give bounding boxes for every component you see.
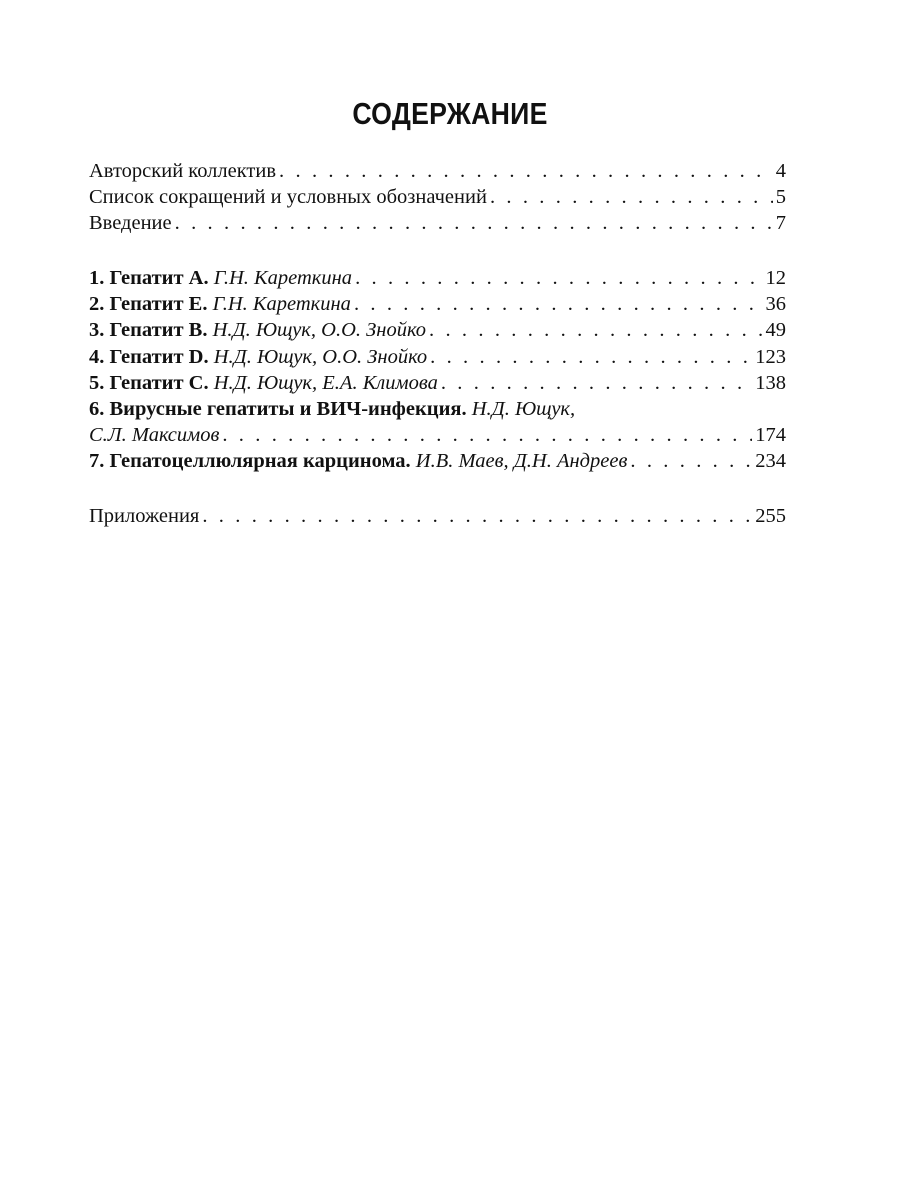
chapter-title: 2. Гепатит Е. bbox=[89, 293, 208, 316]
dot-leader bbox=[429, 317, 762, 343]
toc-page-number: 234 bbox=[755, 450, 786, 473]
toc-chapter-6[interactable] bbox=[89, 396, 786, 422]
toc-page-number: 255 bbox=[755, 505, 786, 527]
page-title: СОДЕРЖАНИЕ bbox=[352, 96, 548, 131]
chapter-title: 6. Вирусные гепатиты и ВИЧ-инфекция. bbox=[89, 397, 467, 420]
dot-leader bbox=[490, 184, 773, 210]
toc-page-number: 5 bbox=[775, 186, 786, 209]
toc-chapter-1[interactable] bbox=[89, 265, 786, 291]
toc-chapter-4[interactable] bbox=[89, 344, 786, 370]
toc-chapter-3[interactable] bbox=[89, 317, 786, 343]
toc-entry-text: Приложения bbox=[89, 505, 200, 527]
toc-front-matter bbox=[89, 158, 786, 237]
chapter-authors: Н.Д. Ющук, О.О. Знойко bbox=[212, 319, 427, 342]
dot-leader bbox=[355, 265, 762, 291]
toc-entry-abbreviations[interactable] bbox=[89, 184, 786, 210]
toc-page-number: 174 bbox=[755, 424, 786, 447]
dot-leader bbox=[441, 370, 752, 396]
dot-leader bbox=[354, 291, 763, 317]
chapter-title: 3. Гепатит В. bbox=[89, 319, 208, 342]
chapter-title: 7. Гепатоцеллюлярная карцинома. bbox=[89, 450, 411, 473]
chapter-title: 4. Гепатит D. bbox=[89, 345, 209, 368]
toc-chapter-2[interactable] bbox=[89, 291, 786, 317]
toc-back-matter bbox=[89, 503, 786, 529]
chapter-authors: Г.Н. Кареткина bbox=[212, 293, 351, 316]
chapter-authors: Н.Д. Ющук, О.О. Знойко bbox=[213, 345, 428, 368]
toc-chapter-7[interactable] bbox=[89, 448, 786, 474]
dot-leader bbox=[630, 448, 752, 474]
dot-leader bbox=[175, 210, 773, 236]
chapter-authors: Н.Д. Ющук, Е.А. Климова bbox=[213, 371, 438, 394]
toc-chapters bbox=[89, 265, 786, 475]
toc-page-number: 123 bbox=[755, 345, 786, 368]
chapter-authors: И.В. Маев, Д.Н. Андреев bbox=[415, 450, 628, 473]
toc-entry-introduction[interactable] bbox=[89, 210, 786, 236]
dot-leader bbox=[279, 158, 773, 184]
toc-entry-text: Введение bbox=[89, 212, 172, 235]
toc-entry-authors[interactable] bbox=[89, 158, 786, 184]
toc-entry-text: Список сокращений и условных обозначений bbox=[89, 186, 487, 209]
dot-leader bbox=[202, 503, 752, 529]
toc-entry-appendices[interactable] bbox=[89, 503, 786, 529]
chapter-title: 1. Гепатит А. bbox=[89, 267, 209, 289]
toc-page-number: 12 bbox=[765, 267, 786, 289]
toc-chapter-5[interactable] bbox=[89, 370, 786, 396]
toc-page-number: 36 bbox=[765, 293, 786, 316]
toc-chapter-6-continued[interactable] bbox=[89, 422, 786, 448]
chapter-authors: Г.Н. Кареткина bbox=[213, 267, 353, 289]
toc-page-number: 49 bbox=[765, 319, 786, 342]
chapter-authors: Н.Д. Ющук, bbox=[471, 397, 576, 420]
dot-leader bbox=[222, 422, 752, 448]
chapter-authors: С.Л. Максимов bbox=[89, 424, 220, 447]
toc-page-number: 4 bbox=[775, 160, 786, 182]
toc-page-number: 138 bbox=[755, 371, 786, 394]
toc-entry-text: Авторский коллектив bbox=[89, 160, 277, 182]
toc-page-number: 7 bbox=[775, 212, 786, 235]
chapter-title: 5. Гепатит С. bbox=[89, 371, 209, 394]
dot-leader bbox=[430, 344, 752, 370]
